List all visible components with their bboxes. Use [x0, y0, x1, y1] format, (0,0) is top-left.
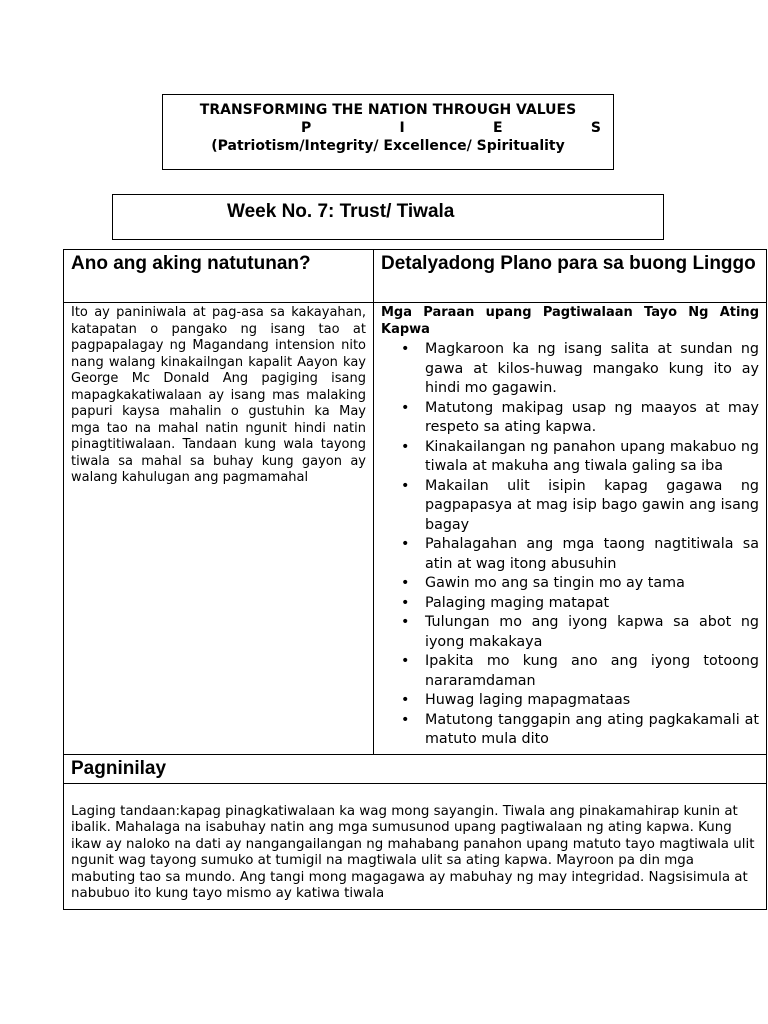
plan-header: Detalyadong Plano para sa buong Linggo — [381, 253, 756, 274]
reflection-text: Laging tandaan:kapag pinagkatiwalaan ka wag mong sayangin. Tiwala ang pinakamahirap kunin at ibalik. Mahalaga na isabuhay natin ang mga sumusunod upang pagtiwalaan ng ating kapwa. Kung ikaw ay naloko na dati ay nangangailangan ng mahabang panahon upang matuto tayo magtiwala ulit ngunit wag tayong sumuko at tumigil na magtiwala ulit sa ating kapwa. Mayroon pa din mga mabuting tao sa mundo. Ang tangi mong magagawa ay mabuhay ng may integridad. Nagsisimula at nabubuo ito kung tayo mismo ay katiwa tiwala — [71, 803, 755, 901]
plan-title: Mga Paraan upang Pagtiwalaan Tayo Ng Ating Kapwa — [381, 305, 759, 337]
plan-item — [401, 652, 759, 691]
values-header-box — [162, 94, 614, 170]
learned-text: Ito ay paniniwala at pag-asa sa kakayahan, katapatan o pangako ng isang tao at pagpapalagay ng Magandang intension nito nang walang kinakailngan kapalit Aayon kay George Mc Donald Ang pagiging isang mapagkakatiwalaan ay isang mas malaking papuri kaysa mahalin o gustuhin ka May mga tao na mahal natin ngunit hindi natin pinagtitiwalaan. Tandaan kung wala tayong tiwala sa mahal sa buhay kung gayon ay walang kahulugan ang pagmamahal — [64, 303, 374, 754]
bullet-icon: • — [401, 594, 410, 611]
plan-item-text: Gawin mo ang sa tingin mo ay tama — [425, 575, 685, 591]
plan-item-text: Magkaroon ka ng isang salita at sundan ng gawa at kilos-huwag mangako kung ito ay hindi mo gagawin. — [425, 341, 759, 396]
plan-item-text: Palaging maging matapat — [425, 594, 610, 611]
pies-letters — [175, 119, 601, 137]
letter-p: P — [301, 120, 312, 136]
bullet-icon: • — [401, 653, 410, 669]
plan-item — [401, 691, 759, 711]
plan-item-text: Kinakailangan ng panahon upang makabuo ng tiwala at makuha ang tiwala galing sa iba — [425, 438, 759, 474]
plan-item — [401, 711, 759, 750]
plan-item — [401, 477, 759, 536]
plan-item-text: Matutong tanggapin ang ating pagkakamali at matuto mula dito — [425, 711, 759, 747]
learned-header: Ano ang aking natutunan? — [64, 250, 374, 302]
plan-item — [401, 613, 759, 652]
reflection-header: Pagninilay — [64, 754, 766, 784]
plan-item — [401, 594, 759, 614]
week-title-box — [112, 194, 664, 240]
plan-item-text: Matutong makipag usap ng maayos at may respeto sa ating kapwa. — [425, 399, 759, 435]
bullet-icon: • — [401, 341, 410, 357]
plan-item — [401, 574, 759, 594]
letter-s: S — [590, 120, 601, 136]
values-title: TRANSFORMING THE NATION THROUGH VALUES — [199, 102, 577, 118]
bullet-icon: • — [401, 614, 410, 630]
plan-item-text: Pahalagahan ang mga taong nagtitiwala sa atin at wag itong abusuhin — [425, 536, 759, 572]
bullet-icon: • — [401, 399, 410, 416]
letter-i: I — [399, 120, 405, 136]
plan-item — [401, 399, 759, 438]
bullet-icon: • — [401, 711, 410, 728]
plan-cell — [374, 303, 766, 754]
content-row — [64, 303, 766, 754]
header-row — [64, 250, 766, 303]
plan-item-text: Ipakita mo kung ano ang iyong totoong nararamdaman — [425, 653, 759, 689]
bullet-icon: • — [401, 477, 410, 494]
letter-e: E — [493, 120, 503, 136]
bullet-icon: • — [401, 575, 410, 591]
values-list: (Patriotism/Integrity/ Excellence/ Spirituality — [211, 138, 565, 154]
plan-item-text: Makailan ulit isipin kapag gagawa ng pagpapasya at mag isip bago gawin ang isang bagay — [425, 477, 759, 533]
plan-item-text: Tulungan mo ang iyong kapwa sa abot ng iyong makakaya — [425, 614, 759, 650]
bullet-icon: • — [401, 692, 410, 708]
bullet-icon: • — [401, 536, 410, 552]
plan-item — [401, 340, 759, 399]
lesson-table — [63, 249, 767, 910]
plan-item-text: Huwag laging mapagmataas — [425, 692, 631, 708]
plan-item — [401, 438, 759, 477]
bullet-icon: • — [401, 438, 410, 455]
plan-item — [401, 535, 759, 574]
plan-list — [381, 340, 759, 750]
week-title: Week No. 7: Trust/ Tiwala — [227, 201, 455, 222]
